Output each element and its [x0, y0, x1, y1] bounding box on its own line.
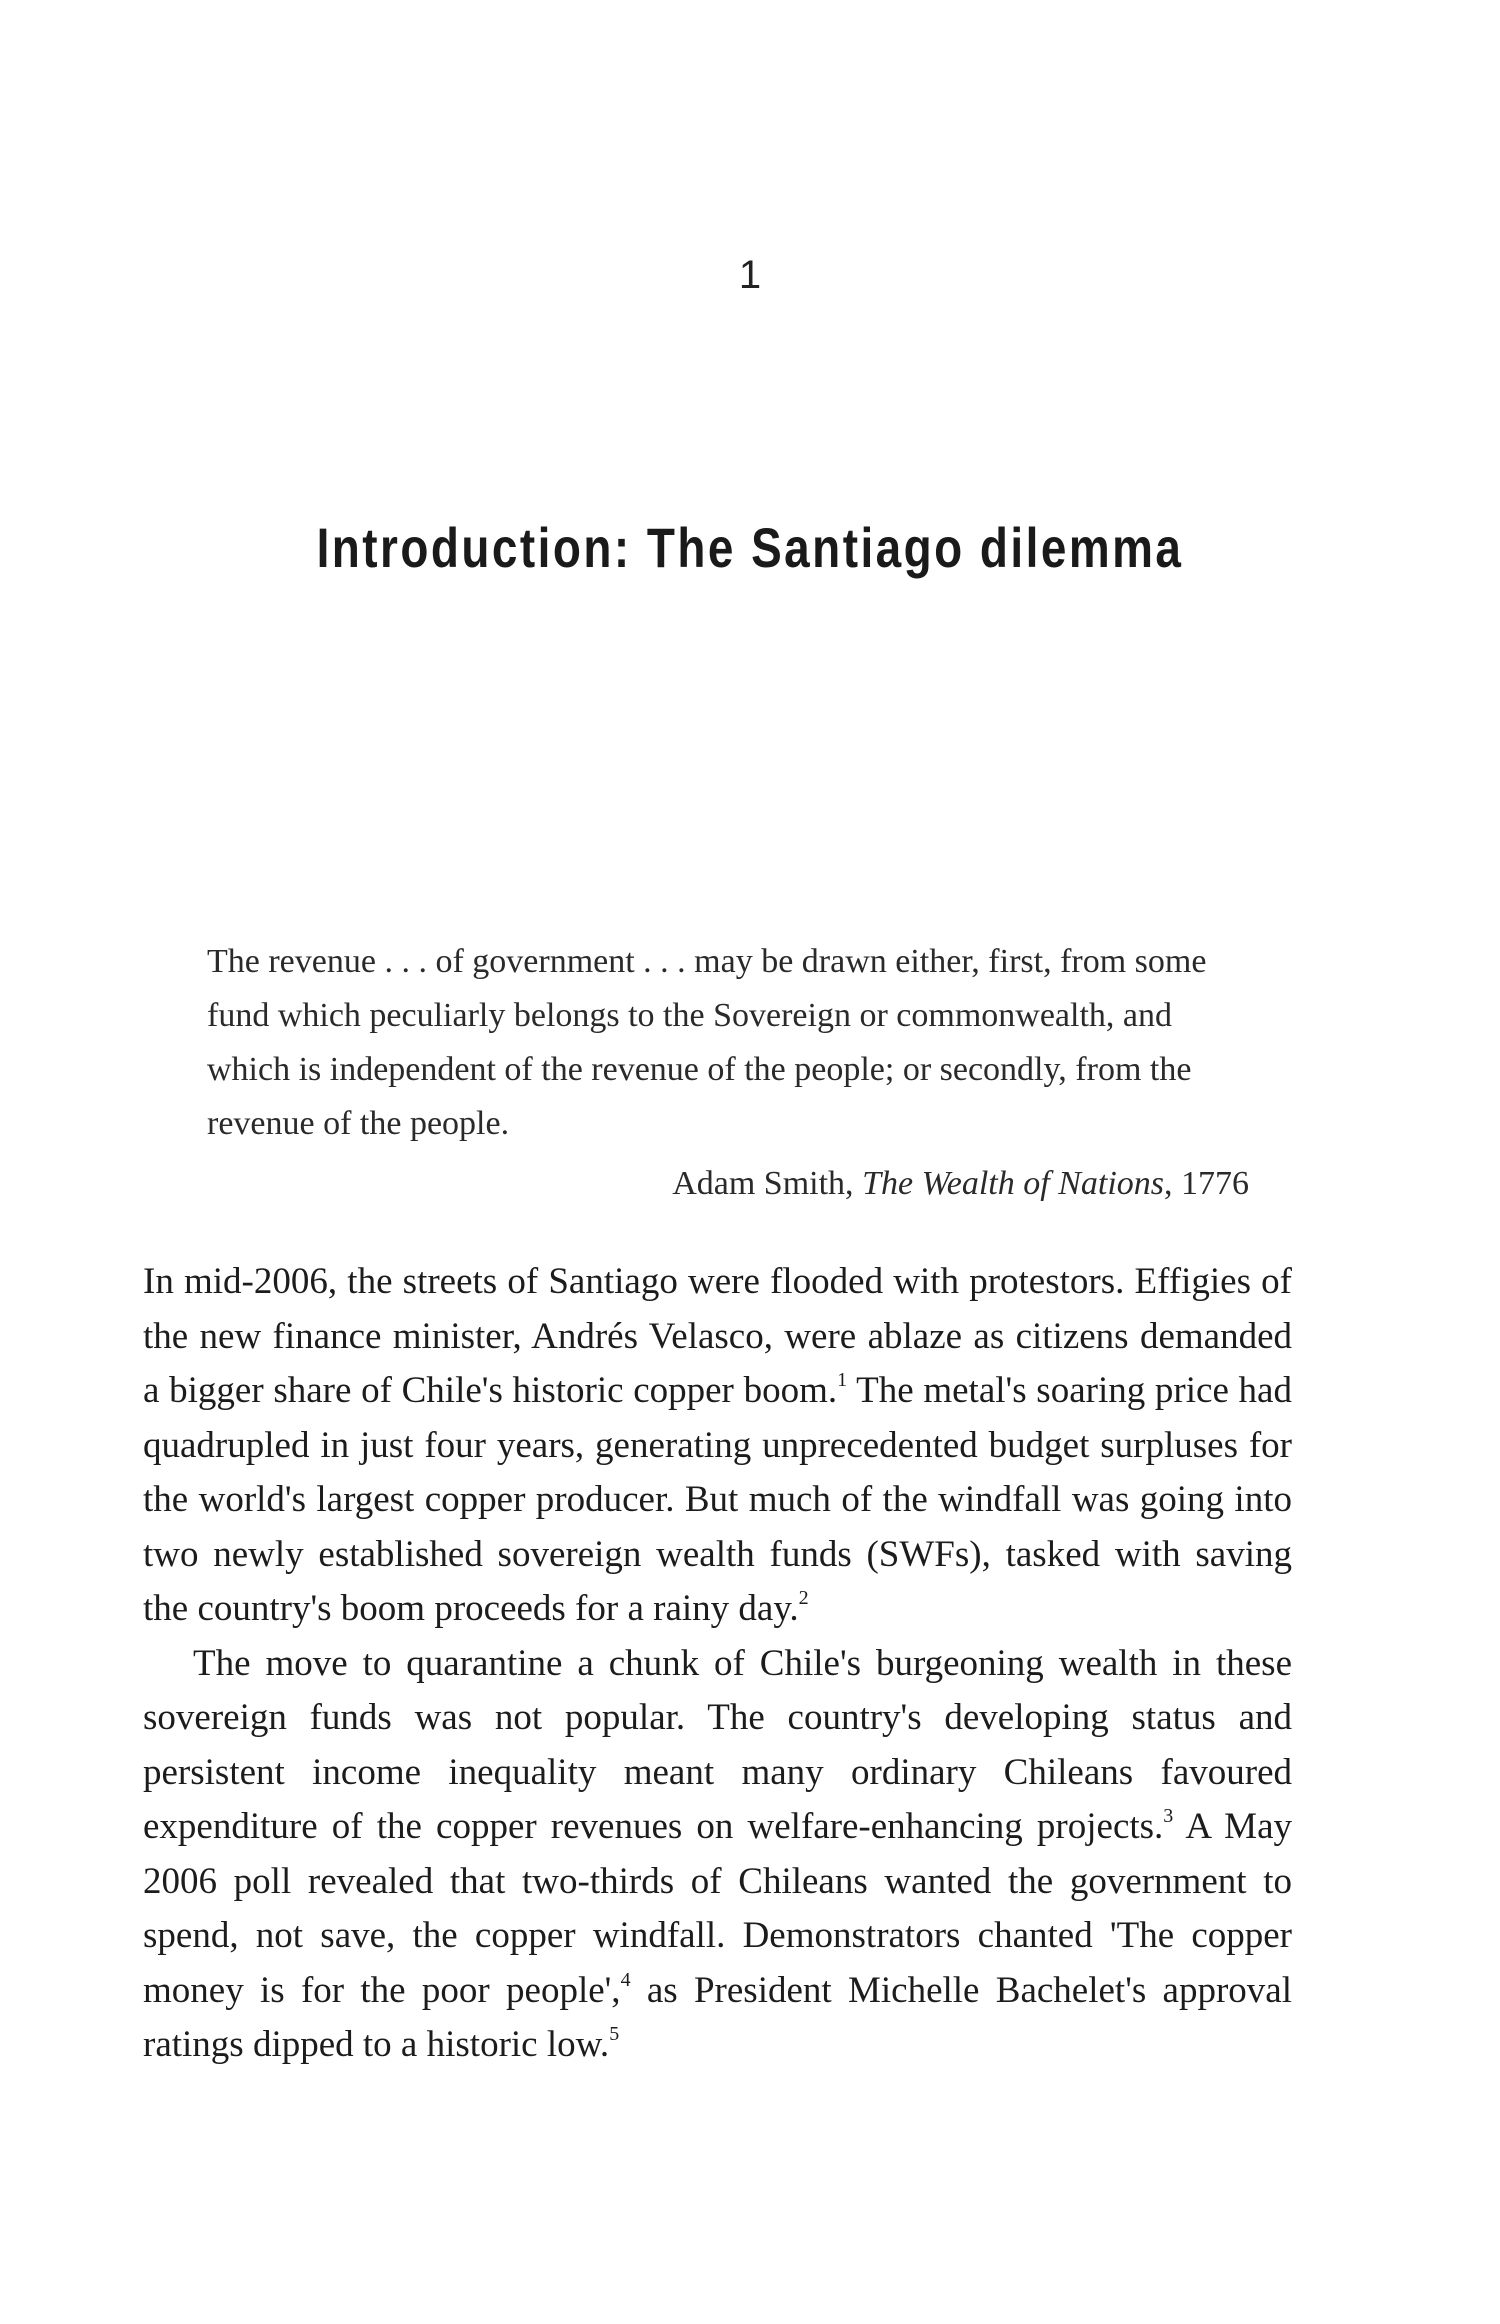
footnote-ref-5[interactable]: 5 [609, 2023, 620, 2045]
footnote-ref-1[interactable]: 1 [837, 1369, 848, 1391]
epigraph-author: Adam Smith, [672, 1165, 854, 1202]
paragraph-2-segment: A May 2006 poll revealed that two-thirds of Chileans wanted the government to spend, not save, the copper windfall. Demonstrators chanted 'The copper money is for the poor people', [143, 1806, 1292, 2011]
paragraph-2-segment: The move to quarantine a chunk of Chile's burgeoning wealth in these sovereign funds was not popular. The country's developing status and persistent income inequality meant many ordinary Chileans favoured expenditure of the copper revenues on welfare-enhancing projects. [143, 1642, 1292, 1847]
footnote-ref-2[interactable]: 2 [798, 1587, 809, 1609]
paragraph-1-segment: In mid-2006, the streets of Santiago were flooded with protestors. Effigies of the new finance minister, Andrés Velasco, were ablaze as citizens demanded a bigger share of Chile's historic copper boom. [143, 1261, 1292, 1411]
chapter-number: 1 [738, 253, 762, 297]
paragraph-1-segment: The metal's soaring price had quadrupled in just four years, generating unprecedented budget surpluses for the world's largest copper producer. But much of the windfall was going into two newly established sovereign wealth funds (SWFs), tasked with saving the country's boom proceeds for a rainy day. [143, 1370, 1292, 1629]
body-text [143, 1255, 1292, 2073]
footnote-ref-4[interactable]: 4 [620, 1968, 631, 1991]
paragraph-2 [143, 1637, 1292, 2073]
epigraph-work-title: The Wealth of Nations [862, 1165, 1164, 1202]
paragraph-2-segment: as President Michelle Bachelet's approval ratings dipped to a historic low. [143, 1969, 1292, 2065]
epigraph [207, 935, 1249, 1211]
epigraph-year: , 1776 [1164, 1165, 1249, 1202]
chapter-title: Introduction: The Santiago dilemma [316, 516, 1184, 579]
paragraph-1 [143, 1255, 1292, 1637]
epigraph-quote: The revenue . . . of government . . . may be drawn either, first, from some fund which peculiarly belongs to the Sovereign or commonwealth, and which is independent of the revenue of the people; or secondly, from the revenue of the people. [207, 943, 1207, 1142]
epigraph-attribution [207, 1157, 1249, 1211]
footnote-ref-3[interactable]: 3 [1163, 1805, 1174, 1827]
